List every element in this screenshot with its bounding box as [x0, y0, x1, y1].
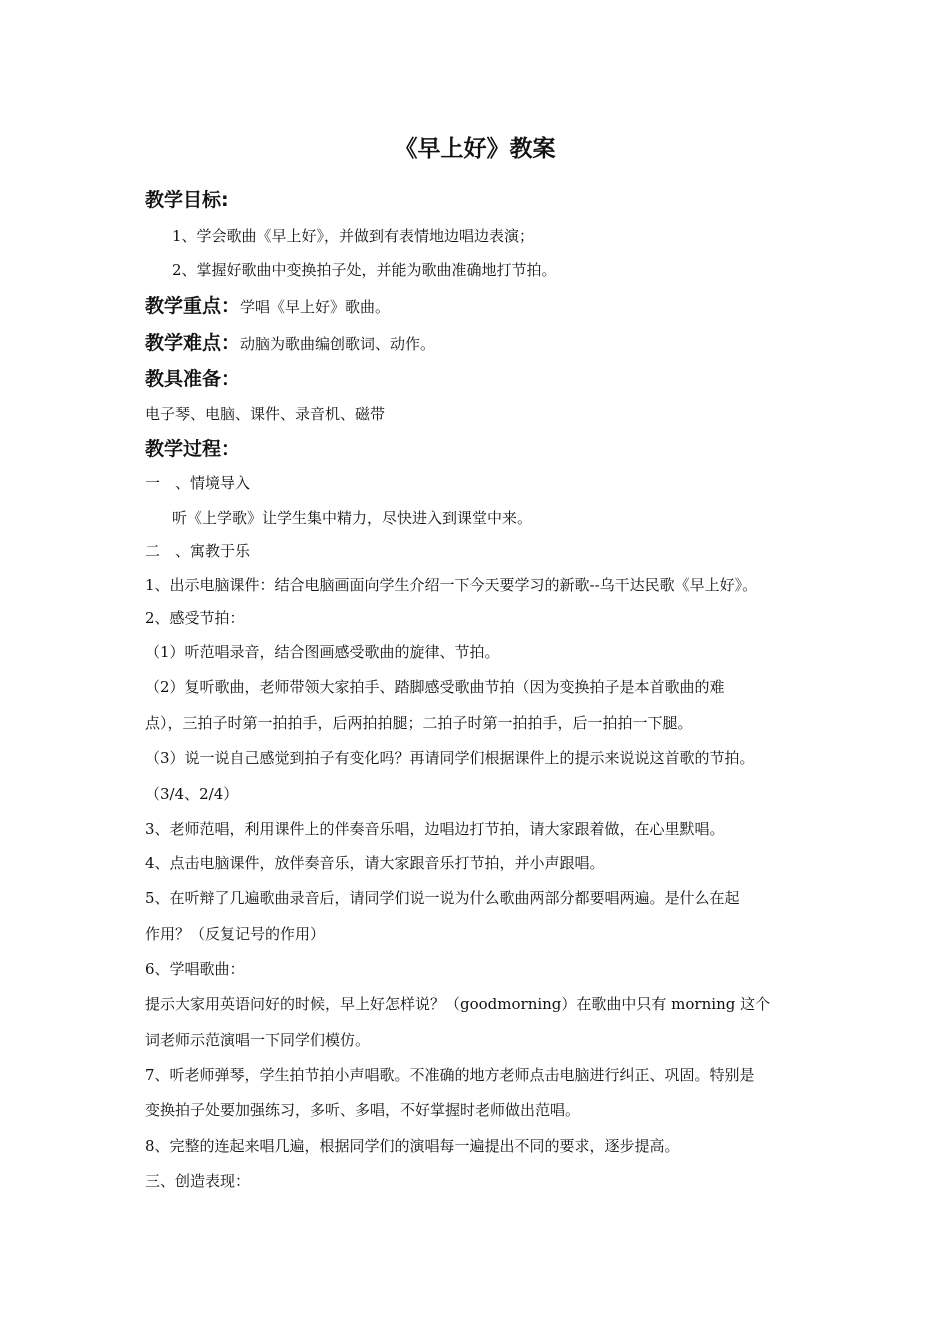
- process-line: 一 、情境导入: [145, 474, 251, 492]
- process-line: 7、听老师弹琴，学生拍节拍小声唱歌。不准确的地方老师点击电脑进行纠正、巩固。特别是: [145, 1066, 755, 1084]
- process-line: 3、老师范唱，利用课件上的伴奏音乐唱，边唱边打节拍，请大家跟着做，在心里默唱。: [145, 820, 725, 838]
- objective-item: 1、学会歌曲《早上好》，并做到有表情地边唱边表演；: [172, 227, 535, 245]
- process-line: （3/4、2/4）: [145, 785, 239, 803]
- process-line: 4、点击电脑课件，放伴奏音乐，请大家跟音乐打节拍，并小声跟唱。: [145, 854, 605, 872]
- objective-item: 2、掌握好歌曲中变换拍子处，并能为歌曲准确地打节拍。: [172, 261, 557, 279]
- materials-heading: 教具准备：: [145, 368, 241, 390]
- process-line: （2）复听歌曲，老师带领大家拍手、踏脚感受歌曲节拍（因为变换拍子是本首歌曲的难: [145, 678, 725, 696]
- process-line: 二 、寓教于乐: [145, 542, 251, 560]
- process-line: （3）说一说自己感觉到拍子有变化吗？再请同学们根据课件上的提示来说说这首歌的节拍。: [145, 749, 755, 767]
- key-point-label: 教学重点：: [145, 295, 241, 317]
- process-line: 作用？（反复记号的作用）: [145, 925, 326, 943]
- objectives-heading: 教学目标:: [145, 189, 229, 211]
- materials-text: 电子琴、电脑、课件、录音机、磁带: [145, 405, 386, 423]
- document-title: 《早上好》教案: [394, 136, 556, 162]
- process-line: 词老师示范演唱一下同学们模仿。: [145, 1031, 371, 1049]
- process-heading: 教学过程：: [145, 438, 241, 460]
- process-line: 听《上学歌》让学生集中精力，尽快进入到课堂中来。: [172, 509, 533, 527]
- process-line: 2、感受节拍：: [145, 609, 245, 627]
- process-line: 点），三拍子时第一拍拍手，后两拍拍腿；二拍子时第一拍拍手，后一拍拍一下腿。: [145, 714, 693, 732]
- key-point-text: 学唱《早上好》歌曲。: [240, 298, 391, 316]
- key-point-heading: [145, 292, 390, 321]
- process-line: 5、在听辩了几遍歌曲录音后，请同学们说一说为什么歌曲两部分都要唱两遍。是什么在起: [145, 889, 740, 907]
- difficulty-text: 动脑为歌曲编创歌词、动作。: [240, 335, 436, 353]
- process-line: 8、完整的连起来唱几遍，根据同学们的演唱每一遍提出不同的要求，逐步提高。: [145, 1137, 680, 1155]
- process-line: （1）听范唱录音，结合图画感受歌曲的旋律、节拍。: [145, 643, 500, 661]
- process-line: 1、出示电脑课件：结合电脑画面向学生介绍一下今天要学习的新歌--乌干达民歌《早上好》。: [145, 576, 758, 594]
- process-line: 变换拍子处要加强练习，多听、多唱，不好掌握时老师做出范唱。: [145, 1101, 581, 1119]
- process-line: 6、学唱歌曲：: [145, 960, 245, 978]
- process-line: 提示大家用英语问好的时候，早上好怎样说？（goodmorning）在歌曲中只有 morning 这个: [145, 995, 771, 1013]
- difficulty-label: 教学难点：: [145, 332, 241, 354]
- process-line: 三、创造表现：: [145, 1172, 251, 1190]
- difficulty-heading: [145, 329, 435, 358]
